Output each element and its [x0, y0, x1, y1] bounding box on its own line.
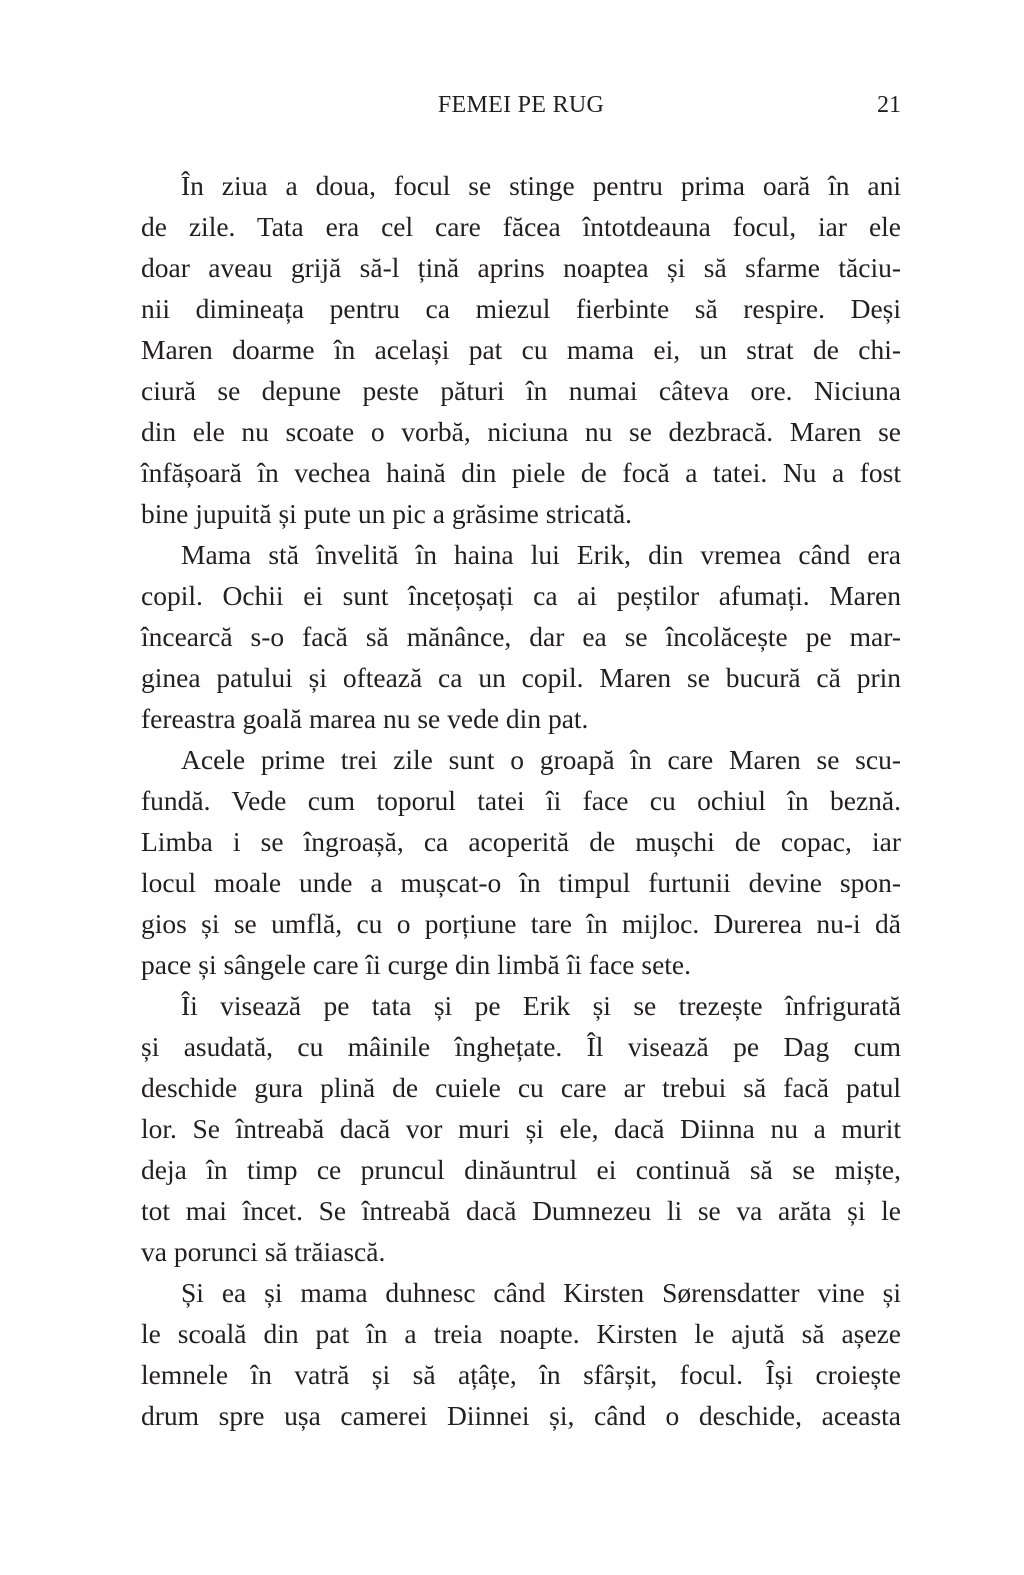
text-line: pace și sângele care îi curge din limbă îi face sete. [141, 949, 691, 980]
text-line: înfășoară în vechea haină din piele de focă a tatei. Nu a fost [141, 457, 901, 488]
text-line: Și ea și mama duhnesc când Kirsten Sørensdatter vine și [181, 1277, 901, 1308]
paragraph [141, 1272, 901, 1436]
paragraph [141, 985, 901, 1272]
text-line: deja în timp ce pruncul dinăuntrul ei continuă să se miște, [141, 1154, 901, 1185]
text-line: gios și se umflă, cu o porțiune tare în mijloc. Durerea nu-i dă [141, 908, 901, 939]
text-line: locul moale unde a mușcat-o în timpul furtunii devine spon- [141, 867, 901, 898]
text-line: lemnele în vatră și să ațâțe, în sfârșit, focul. Își croiește [141, 1359, 901, 1390]
text-line: drum spre ușa camerei Diinnei și, când o deschide, aceasta [141, 1400, 901, 1431]
text-line: bine jupuită și pute un pic a grăsime stricată. [141, 498, 633, 529]
text-line: Limba i se îngroașă, ca acoperită de mușchi de copac, iar [141, 826, 901, 857]
paragraph [141, 534, 901, 739]
text-line: lor. Se întreabă dacă vor muri și ele, dacă Diinna nu a murit [141, 1113, 901, 1144]
paragraph [141, 739, 901, 985]
running-title: FEMEI PE RUG [437, 92, 605, 118]
text-line: le scoală din pat în a treia noapte. Kirsten le ajută să așeze [141, 1318, 901, 1349]
text-line: deschide gura plină de cuiele cu care ar trebui să facă patul [141, 1072, 901, 1103]
text-line: nii dimineața pentru ca miezul fierbinte să respire. Deși [141, 293, 901, 324]
text-line: copil. Ochii ei sunt încețoșați ca ai peștilor afumați. Maren [141, 580, 901, 611]
text-line: ciură se depune peste pături în numai câteva ore. Niciuna [141, 375, 901, 406]
text-line: fundă. Vede cum toporul tatei îi face cu ochiul în beznă. [141, 785, 901, 816]
text-line: Îi visează pe tata și pe Erik și se trezește înfrigurată [181, 990, 901, 1021]
body-text [141, 165, 901, 1436]
text-line: fereastra goală marea nu se vede din pat. [141, 703, 589, 734]
text-line: de zile. Tata era cel care făcea întotdeauna focul, iar ele [141, 211, 901, 242]
page-number: 21 [877, 92, 901, 118]
text-line: ginea patului și oftează ca un copil. Maren se bucură că prin [141, 662, 901, 693]
text-line: În ziua a doua, focul se stinge pentru prima oară în ani [181, 170, 901, 201]
text-line: Maren doarme în același pat cu mama ei, un strat de chi- [141, 334, 901, 365]
text-line: încearcă s-o facă să mănânce, dar ea se încolăcește pe mar- [141, 621, 901, 652]
text-line: Mama stă învelită în haina lui Erik, din vremea când era [181, 539, 901, 570]
page-header [141, 92, 901, 124]
text-line: și asudată, cu mâinile înghețate. Îl visează pe Dag cum [141, 1031, 901, 1062]
text-line: Acele prime trei zile sunt o groapă în care Maren se scu- [181, 744, 901, 775]
text-line: din ele nu scoate o vorbă, niciuna nu se dezbracă. Maren se [141, 416, 901, 447]
text-line: doar aveau grijă să-l țină aprins noaptea și să sfarme tăciu- [141, 252, 901, 283]
text-line: va porunci să trăiască. [141, 1236, 386, 1267]
text-line: tot mai încet. Se întreabă dacă Dumnezeu li se va arăta și le [141, 1195, 901, 1226]
paragraph [141, 165, 901, 534]
